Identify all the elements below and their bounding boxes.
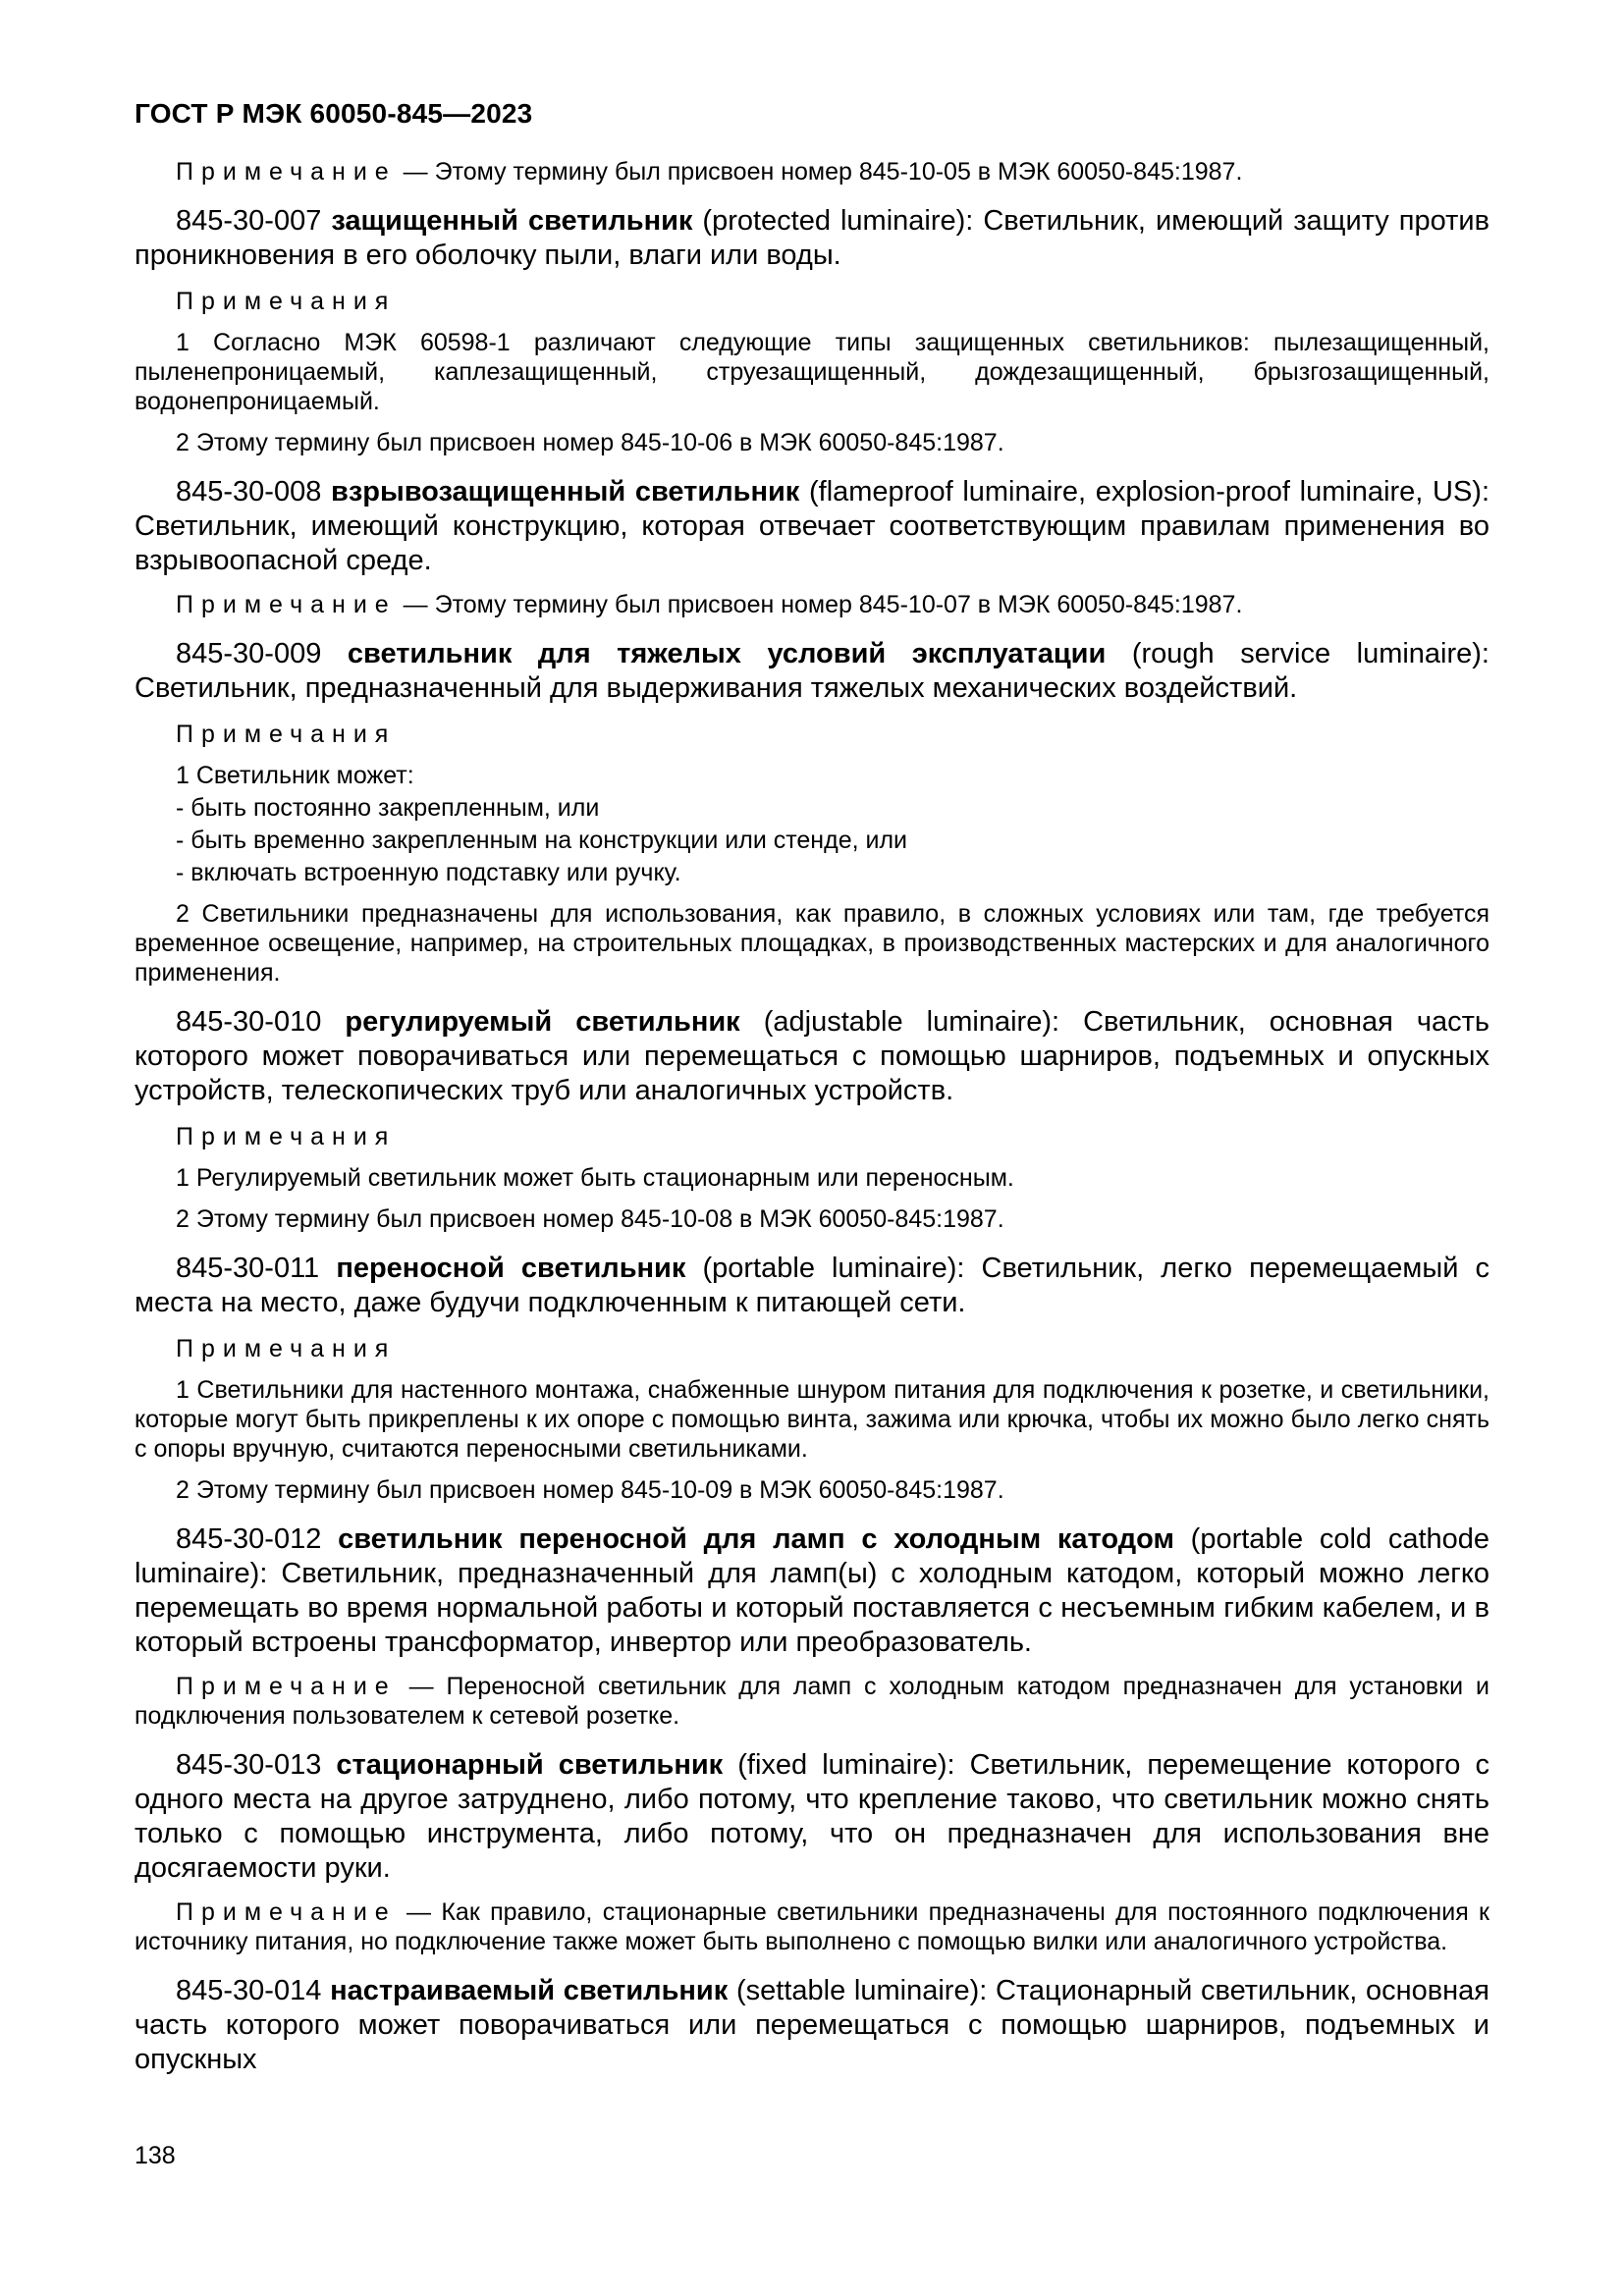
notes-heading: [135, 1122, 1489, 1151]
note-label: Примечание: [176, 1898, 397, 1926]
term-number: 845-30-013: [176, 1749, 322, 1781]
notes-heading-label: Примечания: [176, 721, 397, 748]
note: [135, 1672, 1489, 1731]
note-label: Примечание: [176, 1673, 397, 1700]
term-number: 845-30-011: [176, 1253, 320, 1284]
term-title: настраиваемый светильник: [330, 1975, 729, 2006]
notes-heading-label: Примечания: [176, 1123, 397, 1150]
note-label: Примечание: [176, 158, 397, 186]
term-definition: (rough service luminaire): Светильник, предназначенный для выдерживания тяжелых механических воздействий.: [135, 638, 1489, 704]
term-entry: [135, 1252, 1489, 1320]
term-number: 845-30-009: [176, 638, 322, 669]
list-item: - быть временно закрепленным на конструкции или стенде, или: [176, 827, 908, 854]
list-item: - быть постоянно закрепленным, или: [176, 794, 600, 822]
note-item: 1 Регулируемый светильник может быть стационарным или переносным.: [176, 1164, 1014, 1192]
note-text: — Этому термину был присвоен номер 845-10-07 в МЭК 60050-845:1987.: [403, 591, 1243, 618]
term-entry: [135, 1005, 1489, 1108]
term-definition: (portable luminaire): Светильник, легко перемещаемый с места на место, даже будучи подключенным к питающей сети.: [135, 1253, 1489, 1318]
notes-heading-label: Примечания: [176, 288, 397, 315]
note-text: — Как правило, стационарные светильники предназначены для постоянного подключения к источнику питания, но подключение также может быть выполнено с помощью вилки или аналогичного устройства.: [135, 1898, 1489, 1955]
notes-heading: [135, 720, 1489, 749]
note-item: 2 Этому термину был присвоен номер 845-10-06 в МЭК 60050-845:1987.: [176, 429, 1004, 456]
term-number: 845-30-012: [176, 1523, 322, 1555]
note-item: 2 Этому термину был присвоен номер 845-10-08 в МЭК 60050-845:1987.: [176, 1205, 1004, 1233]
term-definition: (protected luminaire): Светильник, имеющий защиту против проникновения в его оболочку пыли, влаги или воды.: [135, 205, 1489, 271]
list-item: - включать встроенную подставку или ручку.: [176, 859, 681, 886]
term-title: переносной светильник: [336, 1253, 686, 1284]
note-item: 2 Светильники предназначены для использования, как правило, в сложных условиях или там, где требуется временное освещение, например, на строительных площадках, в производственных мастерских и для аналогичного применения.: [135, 900, 1489, 987]
document-content: [135, 130, 1489, 2077]
note-text: — Переносной светильник для ламп с холодным катодом предназначен для установки и подключения пользователем к сетевой розетке.: [135, 1673, 1489, 1730]
term-number: 845-30-010: [176, 1006, 322, 1038]
notes-heading-label: Примечания: [176, 1335, 397, 1362]
notes-heading: [135, 287, 1489, 316]
term-number: 845-30-008: [176, 476, 322, 507]
note-text: — Этому термину был присвоен номер 845-10-05 в МЭК 60050-845:1987.: [403, 158, 1243, 186]
term-definition: (adjustable luminaire): Светильник, основная часть которого может поворачиваться или перемещаться с помощью шарниров, подъемных и опускных устройств, телескопических труб или аналогичных устройств.: [135, 1006, 1489, 1106]
page-number: 138: [135, 2142, 176, 2169]
term-entry: [135, 1748, 1489, 1886]
term-title: защищенный светильник: [331, 205, 693, 237]
document-header-title: ГОСТ Р МЭК 60050-845—2023: [135, 98, 533, 129]
note-item: 1 Светильник может:: [176, 762, 414, 789]
notes-heading: [135, 1334, 1489, 1363]
term-entry: [135, 475, 1489, 578]
note: [135, 590, 1489, 619]
term-title: светильник переносной для ламп с холодным катодом: [338, 1523, 1174, 1555]
term-title: стационарный светильник: [336, 1749, 724, 1781]
term-number: 845-30-014: [176, 1975, 322, 2006]
term-entry: [135, 1974, 1489, 2077]
term-title: взрывозащищенный светильник: [331, 476, 800, 507]
note-item: 2 Этому термину был присвоен номер 845-10-09 в МЭК 60050-845:1987.: [176, 1476, 1004, 1504]
term-title: светильник для тяжелых условий эксплуатации: [347, 638, 1107, 669]
note: [135, 157, 1489, 187]
term-definition: (portable cold cathode luminaire): Светильник, предназначенный для ламп(ы) с холодным катодом, который можно легко перемещать во время нормальной работы и который поставляется с несъемным гибким кабелем, и в который встроены трансформатор, инвертор или преобразователь.: [135, 1523, 1490, 1658]
note-item: 1 Светильники для настенного монтажа, снабженные шнуром питания для подключения к розетке, и светильники, которые могут быть прикреплены к их опоре с помощью винта, зажима или крючка, чтобы их можно было легко снять с опоры вручную, считаются переносными светильниками.: [135, 1376, 1489, 1463]
term-definition: (settable luminaire): Стационарный светильник, основная часть которого может поворачиваться или перемещаться с помощью шарниров, подъемных и опускных: [135, 1975, 1489, 2075]
note-label: Примечание: [176, 591, 397, 618]
term-number: 845-30-007: [176, 205, 322, 237]
term-definition: (fixed luminaire): Светильник, перемещение которого с одного места на другое затруднено, либо потому, что крепление таково, что светильник можно снять только с помощью инструмента, либо потому, что он предназначен для использования вне досягаемости руки.: [135, 1749, 1489, 1884]
term-definition: (flameproof luminaire, explosion-proof luminaire, US): Светильник, имеющий конструкцию, которая отвечает соответствующим правилам применения во взрывоопасной среде.: [135, 476, 1490, 576]
note: [135, 1897, 1489, 1956]
term-entry: [135, 637, 1489, 706]
term-title: регулируемый светильник: [345, 1006, 740, 1038]
note-item: 1 Согласно МЭК 60598-1 различают следующие типы защищенных светильников: пылезащищенный, пыленепроницаемый, каплезащищенный, струезащищенный, дождезащищенный, брызгозащищенный, водонепроницаемый.: [135, 329, 1489, 415]
term-entry: [135, 1522, 1489, 1660]
term-entry: [135, 204, 1489, 273]
